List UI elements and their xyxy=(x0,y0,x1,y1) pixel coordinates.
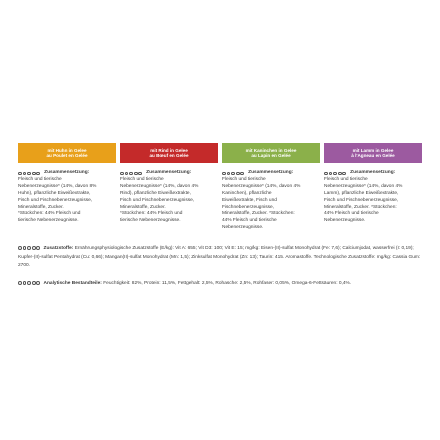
product-header xyxy=(324,143,422,163)
product-column-beef xyxy=(120,143,218,232)
product-columns xyxy=(18,143,422,232)
composition-title: Zusammensetzung: xyxy=(350,170,396,175)
analysis-label: Analytische Bestandteile: xyxy=(43,281,102,286)
product-header xyxy=(222,143,320,163)
composition xyxy=(120,170,218,225)
product-title-fr: à l'Agneau en Gelée xyxy=(351,153,395,158)
product-header xyxy=(120,143,218,163)
composition-text: Fleisch und tierische Nebenerzeugnisse* (14%, davon 4% Lamm), pflanzliche Eiweißextrakte, Fisch und Fischnebenerzeugnisse, Mineralstoffe, Zucker. *Stückchen: 44% Fleisch und tierische Nebenerzeugnisse. xyxy=(324,176,403,224)
language-flags-icon xyxy=(18,246,40,250)
product-title-de: mit Lamm in Gelee xyxy=(352,147,394,153)
product-title-fr: au Lapin en Gelée xyxy=(251,153,291,158)
composition xyxy=(222,170,320,232)
product-title-de: mit Kaninchen in Gelee xyxy=(245,147,297,153)
additives-text: Ernährungsphysiologische Zusatzstoffe (E/kg): Vit A: 655; Vit D3: 100; Vit E: 15; mg/kg: Eisen-(II)-sulfat Monohydrat (Fe: 7,6); Calciumjodat, wasserfrei (I: 0,19); Kupfer-(II)-sulfat Pentahydrat (Cu: 0,66); Mangan(II)-sulfat Monohydrat (Mn: 1,5); Zinksulfat Monohydrat (Zn: 13); Taurin: 415. Aromastoffe. Technologische Zusatzstoffe: mg/kg: Cassia Gum: 2700. xyxy=(18,246,421,269)
language-flags-icon xyxy=(324,172,346,176)
product-title-fr: au Poulet en Gelée xyxy=(46,153,88,158)
language-flags-icon xyxy=(120,172,142,176)
product-title-fr: au Bœuf en Gelée xyxy=(149,153,189,158)
product-column-rabbit xyxy=(222,143,320,232)
additives-label: Zusatzstoffe: xyxy=(43,246,74,251)
language-flags-icon xyxy=(18,281,40,285)
product-title-de: mit Huhn in Gelee xyxy=(47,147,87,153)
product-title-de: mit Rind in Gelee xyxy=(150,147,188,153)
analysis-text: Feuchtigkeit: 82%, Protein: 11,5%, Fettgehalt: 2,5%, Rohasche: 2,5%, Rohfaser: 0,05%, Omega-6-Fettsäuren: 0,4%. xyxy=(103,281,352,286)
product-header xyxy=(18,143,116,163)
composition xyxy=(18,170,116,225)
language-flags-icon xyxy=(222,172,244,176)
language-flags-icon xyxy=(18,172,40,176)
additives-section xyxy=(18,245,422,271)
composition-title: Zusammensetzung: xyxy=(44,170,90,175)
composition-text: Fleisch und tierische Nebenerzeugnisse* (14%, davon 4% Rind), pflanzliche Eiweißextrakte, Fisch und Fischnebenerzeugnisse, Mineralstoffe, Zucker. *Stückchen: 44% Fleisch und tierische Nebenerzeugnisse. xyxy=(120,176,199,224)
composition-title: Zusammensetzung: xyxy=(146,170,192,175)
analysis-section xyxy=(18,280,422,289)
composition-text: Fleisch und tierische Nebenerzeugnisse* (14%, davon 4% Kaninchen), pflanzliche Eiweißextrakte, Fisch und Fischnebenerzeugnisse, Mineralstoffe, Zucker. *Stückchen: 44% Fleisch und tierische Nebenerzeugnisse. xyxy=(222,176,301,231)
composition xyxy=(324,170,422,225)
composition-text: Fleisch und tierische Nebenerzeugnisse* (14%, davon 8% Huhn), pflanzliche Eiweißextrakte, Fisch und Fischnebenerzeugnisse, Mineralstoffe, Zucker. *Stückchen: 44% Fleisch und tierische Nebenerzeugnisse. xyxy=(18,176,97,224)
composition-title: Zusammensetzung: xyxy=(248,170,294,175)
product-column-chicken xyxy=(18,143,116,232)
product-column-lamb xyxy=(324,143,422,232)
